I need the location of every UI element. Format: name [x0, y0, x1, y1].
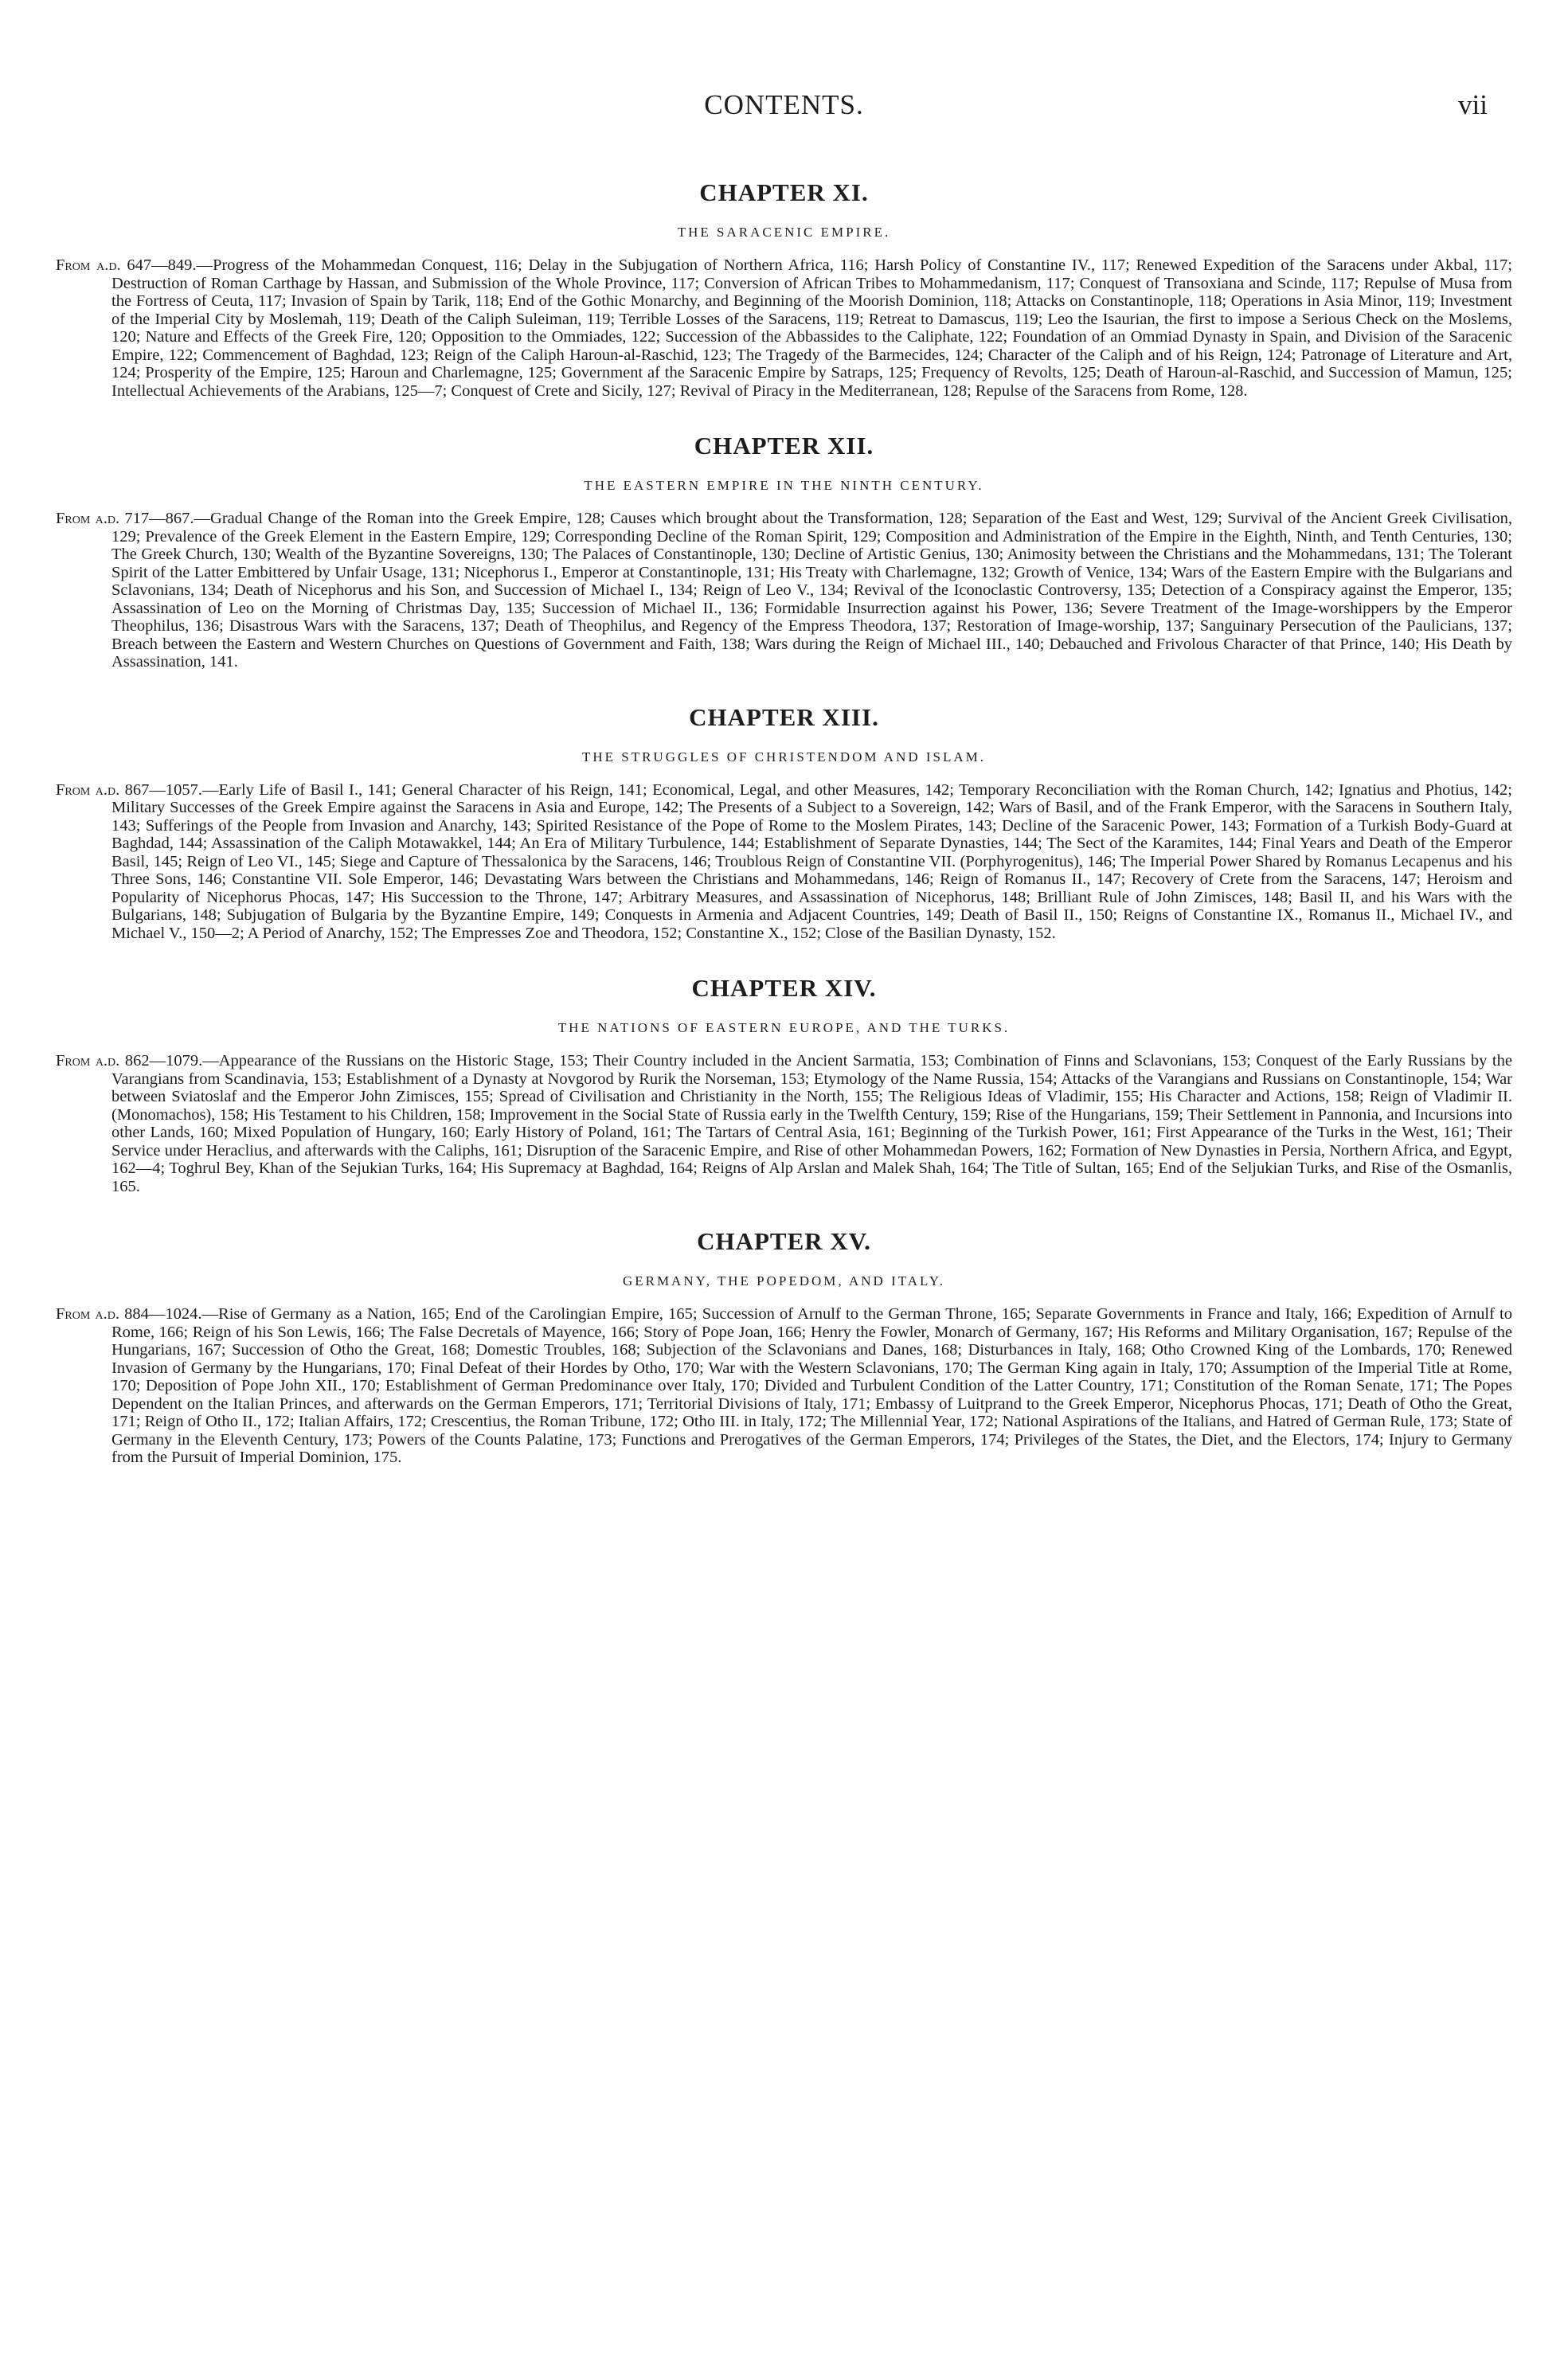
chapter-subtitle: GERMANY, THE POPEDOM, AND ITALY. — [622, 1273, 946, 1289]
chapter-period: From a.d. 867—1057. — [56, 780, 203, 799]
chapter-summary — [56, 1052, 1512, 1195]
chapter-summary — [56, 781, 1512, 943]
chapter-summary-text: —Gradual Change of the Roman into the Greek Empire, 128; Causes which brought about the Transformation, 128; Separation of the East and West, 129; Survival of the Ancient Greek Civilisation, 129; Prevalence of the Greek Element in the Eastern Empire, 129; Corresponding Decline of the Roman Spirit, 129; Composition and Administration of the Empire in the Eighth, Ninth, and Tenth Centuries, 130; The Greek Church, 130; Wealth of the Byzantine Sovereigns, 130; The Palaces of Constantinople, 130; Decline of Artistic Genius, 130; Animosity between the Christians and the Mohammedans, 131; The Tolerant Spirit of the Latter Embittered by Unfair Usage, 131; Nicephorus I., Emperor at Constantinople, 131; His Treaty with Charlemagne, 132; Growth of Venice, 134; Wars of the Eastern Empire with the Bulgarians and Sclavonians, 134; Death of Nicephorus and his Son, and Succession of Michael I., 134; Reign of Leo V., 134; Revival of the Iconoclastic Controversy, 135; Detection of a Conspiracy against the Emperor, 135; Assassination of Leo on the Morning of Christmas Day, 135; Succession of Michael II., 136; Formidable Insurrection against his Power, 136; Severe Treatment of the Image-worshippers by the Emperor Theophilus, 136; Disastrous Wars with the Saracens, 137; Death of Theophilus, and Regency of the Empress Theodora, 137; Restoration of Image-worship, 137; Sanguinary Persecution of the Paulicians, 137; Breach between the Eastern and Western Churches on Questions of Government and Faith, 138; Wars during the Reign of Michael III., 140; Debauched and Frivolous Character of that Prince, 140; His Death by Assassination, 141. — [111, 510, 1512, 671]
chapter-subtitle: THE NATIONS OF EASTERN EUROPE, AND THE TURKS. — [557, 1020, 1011, 1035]
chapter-period: From a.d. 717—867. — [56, 510, 194, 527]
chapter-period: From a.d. 884—1024. — [56, 1305, 202, 1323]
contents-list — [56, 177, 1512, 1467]
chapter-subtitle: THE EASTERN EMPIRE IN THE NINTH CENTURY. — [584, 478, 984, 493]
chapter-period: From a.d. 647—849. — [56, 256, 197, 274]
chapter-xi — [56, 177, 1512, 400]
chapter-xiii — [56, 702, 1512, 943]
chapter-summary-text: —Early Life of Basil I., 141; General Character of his Reign, 141; Economical, Legal, and other Measures, 142; Temporary Reconciliation with the Roman Church, 142; Ignatius and Photius, 142; Military Successes of the Greek Empire against the Saracens in Asia and Europe, 142; The Presents of a Subject to a Sovereign, 142; Wars of Basil, and of the Frank Emperor, with the Saracens in Southern Italy, 143; Sufferings of the People from Invasion and Anarchy, 143; Spirited Resistance of the Pope of Rome to the Moslem Pirates, 143; Decline of the Saracenic Power, 143; Formation of a Turkish Body-Guard at Baghdad, 144; Assassination of the Caliph Motawakkel, 144; An Era of Military Turbulence, 144; Establishment of Separate Dynasties, 144; The Sect of the Karamites, 144; Final Years and Death of the Emperor Basil, 145; Reign of Leo VI., 145; Siege and Capture of Thessalonica by the Saracens, 146; Troublous Reign of Constantine VII. (Porphyrogenitus), 146; The Imperial Power Shared by Romanus Lecapenus and his Three Sons, 146; Constantine VII. Sole Emperor, 146; Devastating Wars between the Christians and Mohammedans, 146; Reign of Romanus II., 147; Recovery of Crete from the Saracens, 147; Heroism and Popularity of Nicephorus Phocas, 147; His Succession to the Throne, 147; Arbitrary Measures, and Assassination of Nicephorus, 148; Brilliant Rule of John Zimisces, 148; Basil II, and his Wars with the Bulgarians, 148; Subjugation of Bulgaria by the Byzantine Empire, 149; Conquests in Armenia and Adjacent Countries, 149; Death of Basil II., 150; Reigns of Constantine IX., Romanus II., Michael IV., and Michael V., 150—2; A Period of Anarchy, 152; The Empresses Zoe and Theodora, 152; Constantine X., 152; Close of the Basilian Dynasty, 152. — [111, 780, 1512, 942]
page-header-title: CONTENTS. — [704, 89, 864, 120]
chapter-title: CHAPTER XI. — [699, 178, 869, 206]
chapter-title: CHAPTER XIII. — [689, 702, 879, 731]
chapter-title: CHAPTER XV. — [697, 1227, 871, 1255]
chapter-xv — [56, 1226, 1512, 1467]
running-header — [0, 89, 1568, 121]
chapter-title: CHAPTER XIV. — [691, 974, 877, 1002]
chapter-title: CHAPTER XII. — [694, 432, 874, 459]
chapter-period: From a.d. 862—1079. — [56, 1052, 203, 1070]
chapter-summary-text: —Appearance of the Russians on the Historic Stage, 153; Their Country included in the Ancient Sarmatia, 153; Combination of Finns and Sclavonians, 153; Conquest of the Early Russians by the Varangians from Scandinavia, 153; Establishment of a Dynasty at Novgorod by Rurik the Norseman, 153; Etymology of the Name Russia, 154; Attacks of the Varangians and Russians on Constantinople, 154; War between Sviatoslaf and the Emperor John Zimisces, 155; Spread of Civilisation and Christianity in the North, 155; The Religious Ideas of Vladimir, 155; His Character and Actions, 158; Reign of Vladimir II. (Monomachos), 158; His Testament to his Children, 158; Improvement in the Social State of Russia early in the Twelfth Century, 159; Rise of the Hungarians, 159; Their Settlement in Pannonia, and Incursions into other Lands, 160; Mixed Population of Hungary, 160; Early History of Poland, 161; The Tartars of Central Asia, 161; Beginning of the Turkish Power, 161; First Appearance of the Turks in the West, 161; Their Service under Heraclius, and afterwards with the Caliphs, 161; Disruption of the Saracenic Empire, and Rise of other Mohammedan Powers, 162; Formation of New Dynasties in Persia, Northern Africa, and Egypt, 162—4; Toghrul Bey, Khan of the Sejukian Turks, 164; His Supremacy at Baghdad, 164; Reigns of Alp Arslan and Malek Shah, 164; The Title of Sultan, 165; End of the Seljukian Turks, and Rise of the Osmanlis, 165. — [111, 1052, 1512, 1195]
chapter-summary-text: —Progress of the Mohammedan Conquest, 116; Delay in the Subjugation of Northern Africa, 116; Harsh Policy of Constantine IV., 117; Renewed Expedition of the Saracens under Akbal, 117; Destruction of Roman Carthage by Hassan, and Submission of the Whole Province, 117; Conversion of African Tribes to Mohammedanism, 117; Conquest of Transoxiana and Scinde, 117; Repulse of Musa from the Fortress of Ceuta, 117; Invasion of Spain by Tarik, 118; End of the Gothic Monarchy, and Beginning of the Moorish Dominion, 118; Attacks on Constantinople, 118; Operations in Asia Minor, 119; Investment of the Imperial City by Moslemah, 119; Death of the Caliph Suleiman, 119; Terrible Losses of the Saracens, 119; Retreat to Damascus, 119; Leo the Isaurian, the first to impose a Serious Check on the Moslems, 120; Nature and Effects of the Greek Fire, 120; Opposition to the Ommiades, 122; Succession of the Abbassides to the Caliphate, 122; Foundation of an Ommiad Dynasty in Spain, and Division of the Saracenic Empire, 122; Commencement of Baghdad, 123; Reign of the Caliph Haroun-al-Raschid, 123; The Tragedy of the Barmecides, 124; Character of the Caliph and of his Reign, 124; Patronage of Literature and Art, 124; Prosperity of the Empire, 125; Haroun and Charlemagne, 125; Government af the Saracenic Empire by Satraps, 125; Frequency of Revolts, 125; Death of Haroun-al-Raschid, and Succession of Mamun, 125; Intellectual Achievements of the Arabians, 125—7; Conquest of Crete and Sicily, 127; Revival of Piracy in the Mediterranean, 128; Repulse of the Saracens from Rome, 128. — [111, 256, 1512, 400]
page-number: vii — [1458, 89, 1488, 120]
chapter-summary — [56, 1305, 1512, 1467]
chapter-xii — [56, 430, 1512, 671]
chapter-xiv — [56, 972, 1512, 1195]
chapter-summary — [56, 256, 1512, 400]
chapter-summary — [56, 510, 1512, 671]
chapter-summary-text: —Rise of Germany as a Nation, 165; End of the Carolingian Empire, 165; Succession of Arnulf to the German Throne, 165; Separate Governments in France and Italy, 166; Expedition of Arnulf to Rome, 166; Reign of his Son Lewis, 166; The False Decretals of Mayence, 166; Story of Pope Joan, 166; Henry the Fowler, Monarch of Germany, 167; His Reforms and Military Organisation, 167; Repulse of the Hungarians, 167; Succession of Otho the Great, 168; Domestic Troubles, 168; Subjection of the Sclavonians and Danes, 168; Disturbances in Italy, 168; Otho Crowned King of the Lombards, 170; Renewed Invasion of Germany by the Hungarians, 170; Final Defeat of their Hordes by Otho, 170; War with the Western Sclavonians, 170; The German King again in Italy, 170; Assumption of the Imperial Title at Rome, 170; Deposition of Pope John XII., 170; Establishment of German Predominance over Italy, 170; Divided and Turbulent Condition of the Latter Country, 171; Constitution of the Roman Senate, 171; The Popes Dependent on the Italian Princes, and afterwards on the German Emperors, 171; Territorial Divisions of Italy, 171; Embassy of Luitprand to the Greek Emperor, Nicephorus Phocas, 171; Death of Otho the Great, 171; Reign of Otho II., 172; Italian Affairs, 172; Crescentius, the Roman Tribune, 172; Otho III. in Italy, 172; The Millennial Year, 172; National Aspirations of the Italians, and Hatred of German Rule, 173; State of Germany in the Eleventh Century, 173; Powers of the Counts Palatine, 173; Functions and Prerogatives of the German Emperors, 174; Privileges of the States, the Diet, and the Electors, 174; Injury to Germany from the Pursuit of Imperial Dominion, 175. — [111, 1305, 1512, 1466]
chapter-subtitle: THE STRUGGLES OF CHRISTENDOM AND ISLAM. — [581, 749, 987, 765]
chapter-subtitle: THE SARACENIC EMPIRE. — [677, 225, 891, 240]
